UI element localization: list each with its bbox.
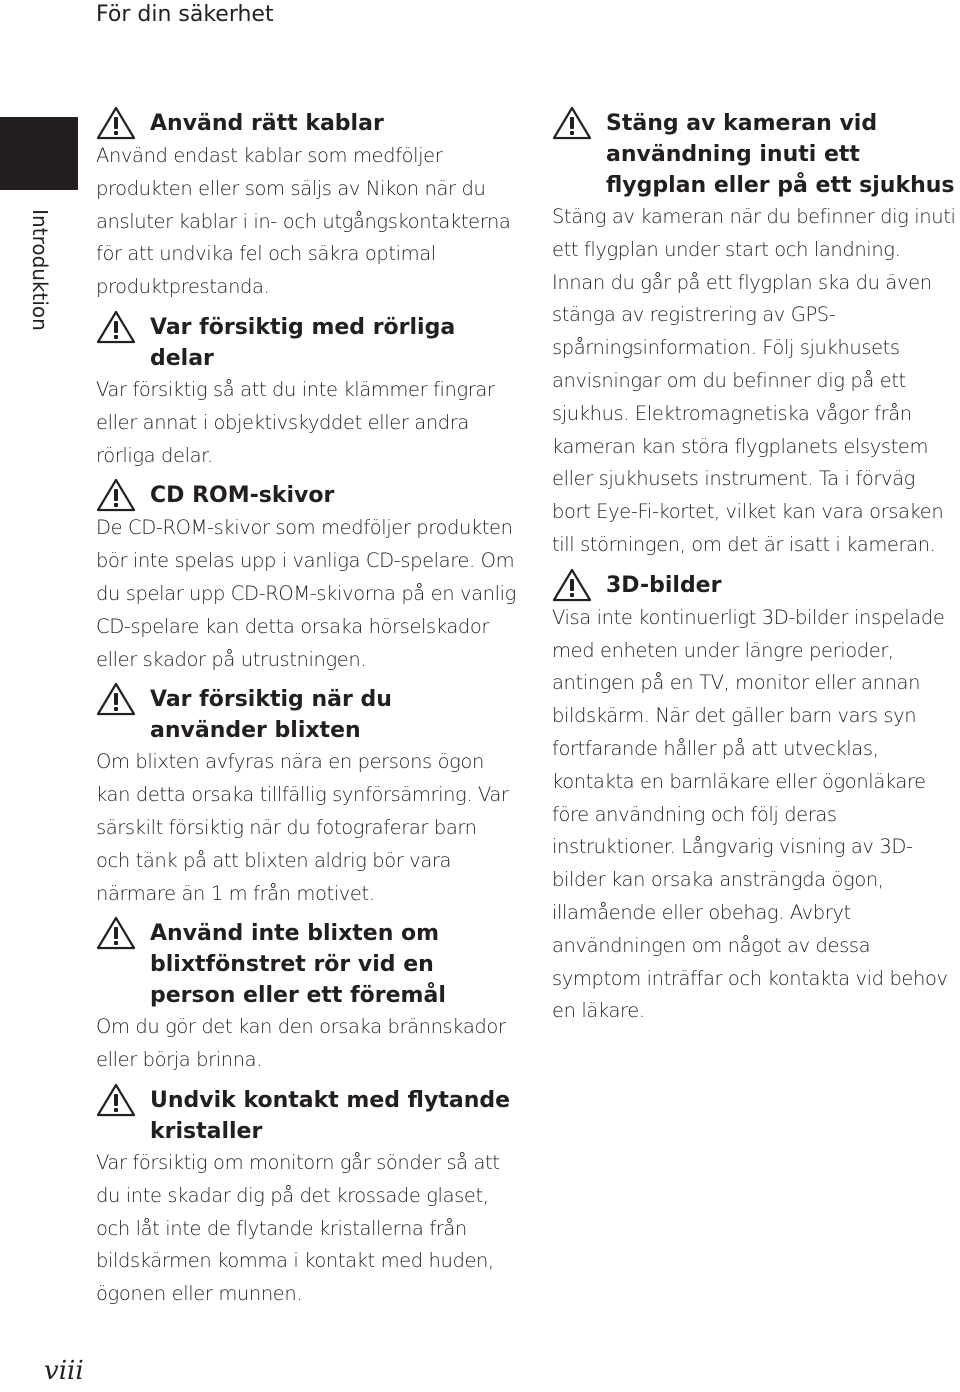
section-body: Visa inte kontinuerligt 3D-bilder inspelade med enheten under längre perioder, antingen på en TV, monitor eller annan bildskärm. När det gäller barn vars syn fortfarande håller på att utvecklas, kontakta en barnläkare eller ögonläkare före användning och följ deras instruktioner. Långvarig visning av 3D-bilder kan orsaka ansträngda ögon, illamående eller obehag. Avbryt användningen om något av dessa symptom inträffar och kontakta vid behov en läkare. [552,605,948,1023]
warning-triangle-icon [96,1083,140,1117]
page-header-title: För din säkerhet [96,2,274,27]
section-body: Om du gör det kan den orsaka brännskador eller börja brinna. [96,1015,506,1072]
section-heading: CD ROM-skivor [150,483,335,509]
section-aircraft-hospital [552,108,958,562]
section-cables [96,108,516,304]
section-tab-label: Introduktion [28,209,52,331]
warning-triangle-icon [96,682,140,716]
warning-triangle-icon [96,478,140,512]
section-body: Använd endast kablar som medföljer produkten eller som säljs av Nikon när du ansluter kablar i in- och utgångskontakterna för att undvika fel och säkra optimal produktprestanda. [96,144,511,299]
section-flash [96,684,516,910]
section-moving-parts [96,312,516,472]
section-3d-images [552,570,958,1028]
warning-triangle-icon [96,916,140,950]
warning-triangle-icon [552,568,596,602]
section-heading: Stäng av kameran vid användning inuti ett flygplan eller på ett sjukhus [606,111,955,198]
section-heading: Använd rätt kablar [150,111,384,136]
warning-triangle-icon [96,106,140,140]
warning-triangle-icon [552,106,596,140]
section-tab-marker [0,117,78,190]
section-body: Var försiktig om monitorn går sönder så att du inte skadar dig på det krossade glaset, och låt inte de flytande kristallerna från bildskärmen komma i kontakt med huden, ögonen eller munnen. [96,1150,500,1306]
warning-triangle-icon [96,310,140,344]
section-flash-contact [96,918,516,1077]
section-heading: Undvik kontakt med flytande kristaller [150,1087,511,1144]
section-heading: Använd inte blixten om blixtfönstret rör vid en person eller ett föremål [150,921,446,1009]
page-number: viii [44,1356,84,1386]
section-body: Om blixten avfyras nära en persons ögon kan detta orsaka tillfällig synförsämring. Var särskilt försiktig när du fotograferar barn och tänk på att blixten aldrig bör vara närmare än 1 m från motivet. [96,750,509,905]
section-heading: Var försiktig med rörliga delar [150,314,456,371]
section-body: De CD-ROM-skivor som medföljer produkten bör inte spelas upp i vanliga CD-spelare. Om du spelar upp CD-ROM-skivorna på en vanlig CD-spelare kan detta orsaka hörselskador eller skador på utrustningen. [96,516,516,671]
section-body: Var försiktig så att du inte klämmer fingrar eller annat i objektivskyddet eller andra rörliga delar. [96,377,495,467]
right-column [552,108,958,1036]
section-liquid-crystals [96,1085,516,1311]
section-cd-rom [96,480,516,676]
section-body: Stäng av kameran när du befinner dig inuti ett flygplan under start och landning. Innan du går på ett flygplan ska du även stänga av registrering av GPS-spårningsinformation. Följ sjukhusets anvisningar om du befinner dig på ett sjukhus. Elektromagnetiska vågor från kameran kan störa flygplanets elsystem eller sjukhusets instrument. Ta i förväg bort Eye-Fi-kortet, vilket kan vara orsaken till störningen, om det är isatt i kameran. [552,205,956,556]
left-column [96,108,516,1319]
section-heading: 3D-bilder [606,572,722,598]
section-heading: Var försiktig när du använder blixten [150,687,392,744]
